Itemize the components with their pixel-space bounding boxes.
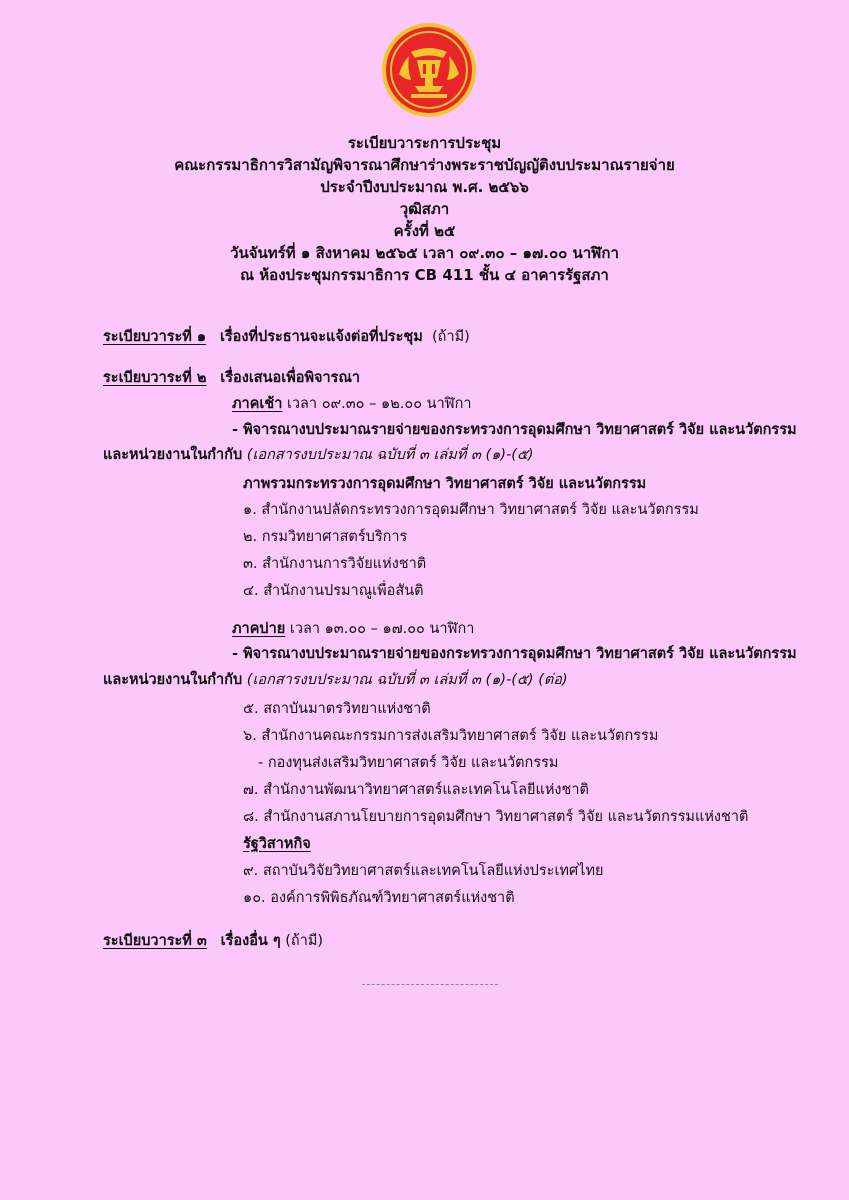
morning-session [232, 393, 472, 415]
agenda-3-label: ระเบียบวาระที่ ๓ [103, 933, 207, 949]
list-item: ๕. สถาบันมาตรวิทยาแห่งชาติ [243, 701, 431, 717]
agenda-1 [103, 326, 470, 348]
agenda-1-label: ระเบียบวาระที่ ๑ [103, 329, 207, 345]
end-separator [362, 984, 498, 985]
state-enterprise-heading: รัฐวิสาหกิจ [243, 836, 311, 852]
list-item: ๔. สำนักงานปรมาณูเพื่อสันติ [243, 583, 424, 599]
header-fiscal-year: ประจำปีงบประมาณ พ.ศ. ๒๕๖๖ [320, 178, 529, 196]
header-title: ระเบียบวาระการประชุม [347, 134, 502, 152]
header-location: ณ ห้องประชุมกรรมาธิการ CB 411 ชั้น ๔ อาคารรัฐสภา [240, 266, 609, 284]
morning-agencies: และหน่วยงานในกำกับ [103, 447, 243, 463]
agenda-1-note: (ถ้ามี) [432, 329, 470, 345]
morning-doc-ref: (เอกสารงบประมาณ ฉบับที่ ๓ เล่มที่ ๓ (๑)-(๕) [246, 447, 534, 463]
afternoon-consider-cont [103, 669, 568, 691]
list-item: ๒. กรมวิทยาศาสตร์บริการ [243, 529, 408, 545]
morning-overview: ภาพรวมกระทรวงการอุดมศึกษา วิทยาศาสตร์ วิจัย และนวัตกรรม [243, 476, 647, 492]
header-date-time: วันจันทร์ที่ ๑ สิงหาคม ๒๕๖๕ เวลา ๐๙.๓๐ – ๑๗.๐๐ นาฬิกา [230, 244, 619, 262]
header-committee: คณะกรรมาธิการวิสามัญพิจารณาศึกษาร่างพระราชบัญญัติงบประมาณรายจ่าย [174, 156, 675, 174]
header-session: ครั้งที่ ๒๕ [393, 222, 456, 240]
list-item: ๙. สถาบันวิจัยวิทยาศาสตร์และเทคโนโลยีแห่งประเทศไทย [243, 863, 604, 879]
parliament-seal-icon [381, 22, 477, 118]
list-item: ๑๐. องค์การพิพิธภัณฑ์วิทยาศาสตร์แห่งชาติ [243, 890, 515, 906]
agenda-2 [103, 367, 360, 389]
agenda-2-label: ระเบียบวาระที่ ๒ [103, 370, 207, 386]
list-item: ๘. สำนักงานสภานโยบายการอุดมศึกษา วิทยาศาสตร์ วิจัย และนวัตกรรมแห่งชาติ [243, 809, 749, 825]
morning-consider-cont [103, 444, 534, 466]
afternoon-label: ภาคบ่าย [232, 621, 286, 637]
agenda-2-text: เรื่องเสนอเพื่อพิจารณา [220, 370, 361, 386]
afternoon-doc-ref: (เอกสารงบประมาณ ฉบับที่ ๓ เล่มที่ ๓ (๑)-(๕) (ต่อ) [246, 672, 568, 688]
afternoon-session [232, 618, 474, 640]
list-item: ๓. สำนักงานการวิจัยแห่งชาติ [243, 556, 427, 572]
list-item: ๖. สำนักงานคณะกรรมการส่งเสริมวิทยาศาสตร์ วิจัย และนวัตกรรม [243, 728, 659, 744]
agenda-3-note: (ถ้ามี) [285, 933, 324, 949]
document-header [0, 132, 849, 286]
header-senate: วุฒิสภา [399, 200, 450, 218]
afternoon-consider: - พิจารณางบประมาณรายจ่ายของกระทรวงการอุดมศึกษา วิทยาศาสตร์ วิจัย และนวัตกรรม [232, 646, 797, 662]
agenda-3-text: เรื่องอื่น ๆ [220, 933, 281, 949]
agenda-3 [103, 930, 323, 952]
agenda-1-text: เรื่องที่ประธานจะแจ้งต่อที่ประชุม [219, 329, 423, 345]
list-item: ๑. สำนักงานปลัดกระทรวงการอุดมศึกษา วิทยาศาสตร์ วิจัย และนวัตกรรม [243, 502, 699, 518]
morning-time: เวลา ๐๙.๓๐ – ๑๒.๐๐ นาฬิกา [286, 396, 472, 412]
morning-label: ภาคเช้า [232, 396, 283, 412]
morning-consider: - พิจารณางบประมาณรายจ่ายของกระทรวงการอุดมศึกษา วิทยาศาสตร์ วิจัย และนวัตกรรม [232, 422, 797, 438]
afternoon-agencies: และหน่วยงานในกำกับ [103, 672, 243, 688]
list-item: - กองทุนส่งเสริมวิทยาศาสตร์ วิจัย และนวัตกรรม [258, 755, 559, 771]
afternoon-time: เวลา ๑๓.๐๐ – ๑๗.๐๐ นาฬิกา [289, 621, 475, 637]
list-item: ๗. สำนักงานพัฒนาวิทยาศาสตร์และเทคโนโลยีแห่งชาติ [243, 782, 589, 798]
